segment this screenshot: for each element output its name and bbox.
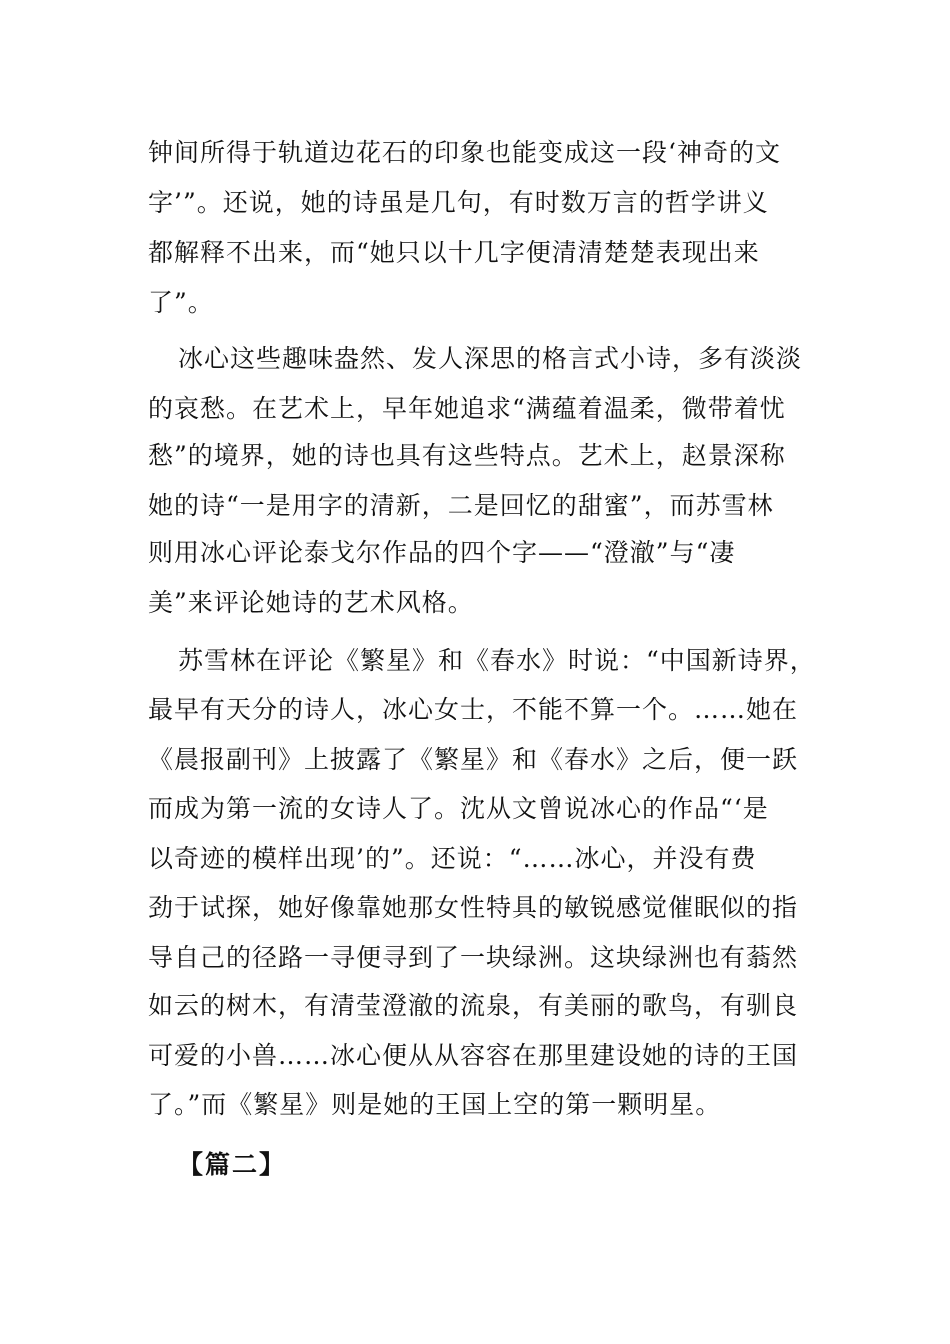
paragraph-1-line-3: 都解释不出来，而“她只以十几字便清清楚楚表现出来 <box>148 238 760 267</box>
paragraph-3-line-7: 导自己的径路一寻便寻到了一块绿洲。这块绿洲也有蓊然 <box>148 943 799 972</box>
paragraph-3-line-3: 《晨报副刊》上披露了《繁星》和《春水》之后，便一跃 <box>148 745 799 774</box>
paragraph-3-line-10: 了。”而《繁星》则是她的王国上空的第一颗明星。 <box>148 1090 722 1119</box>
paragraph-3-line-9: 可爱的小兽……冰心便从从容容在那里建设她的诗的王国 <box>148 1041 799 1070</box>
paragraph-1-line-1: 钟间所得于轨道边花石的印象也能变成这一段‘神奇的文 <box>148 138 781 167</box>
paragraph-2-line-1: 冰心这些趣味盎然、发人深思的格言式小诗，多有淡淡 <box>178 344 803 373</box>
paragraph-3-line-5: 以奇迹的模样出现’的”。还说：“……冰心，并没有费 <box>148 844 757 873</box>
paragraph-3-line-4: 而成为第一流的女诗人了。沈从文曾说冰心的作品“‘是 <box>148 794 769 823</box>
paragraph-3-line-1: 苏雪林在评论《繁星》和《春水》时说：“中国新诗界， <box>178 646 816 675</box>
paragraph-3-line-6: 劲于试探，她好像靠她那女性特具的敏锐感觉催眠似的指 <box>148 893 799 922</box>
paragraph-2-line-3: 愁”的境界，她的诗也具有这些特点。艺术上，赵景深称 <box>148 441 786 470</box>
paragraph-1-line-2: 字’”。还说，她的诗虽是几句，有时数万言的哲学讲义 <box>148 188 769 217</box>
section-heading: 【篇二】 <box>178 1150 287 1179</box>
paragraph-2-line-6: 美”来评论她诗的艺术风格。 <box>148 588 474 617</box>
paragraph-2-line-5: 则用冰心评论泰戈尔作品的四个字——“澄澈”与“凄 <box>148 538 736 567</box>
paragraph-3-line-2: 最早有天分的诗人，冰心女士，不能不算一个。……她在 <box>148 695 799 724</box>
paragraph-2-line-2: 的哀愁。在艺术上，早年她追求“满蕴着温柔，微带着忧 <box>148 394 786 423</box>
paragraph-1-line-4: 了”。 <box>148 288 214 317</box>
paragraph-2-line-4: 她的诗“一是用字的清新，二是回忆的甜蜜”，而苏雪林 <box>148 491 774 520</box>
paragraph-3-line-8: 如云的树木，有清莹澄澈的流泉，有美丽的歌鸟，有驯良 <box>148 991 799 1020</box>
